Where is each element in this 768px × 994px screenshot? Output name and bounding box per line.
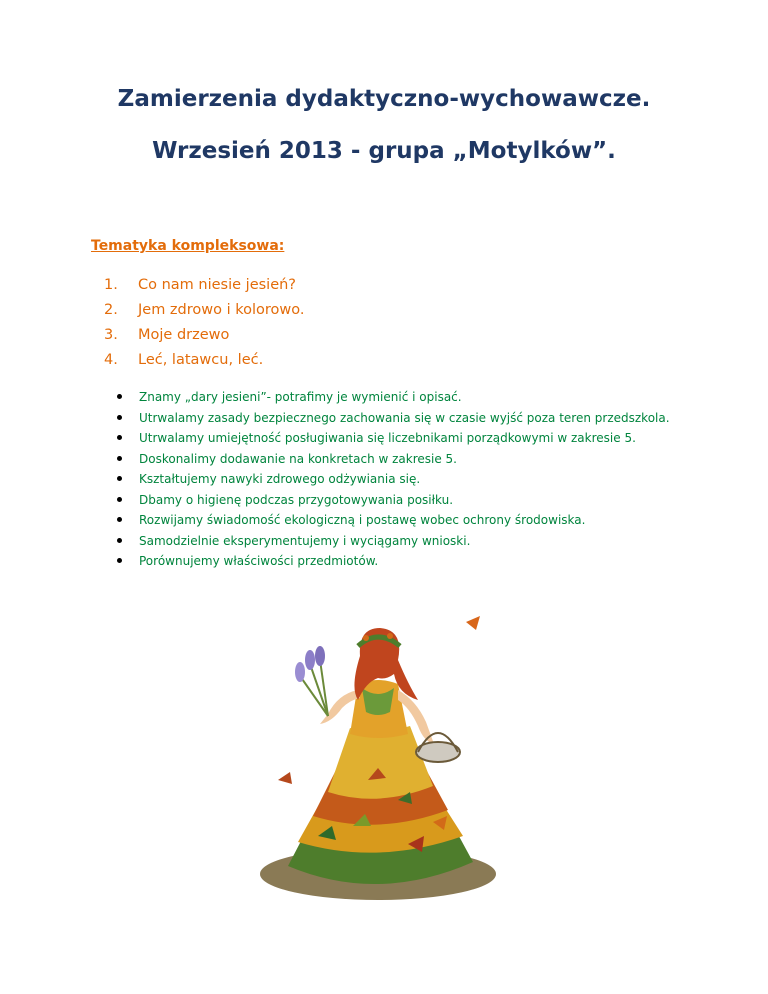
bullet-icon xyxy=(117,394,122,399)
list-number: 1. xyxy=(104,277,118,293)
bullet-icon xyxy=(117,476,122,481)
list-item xyxy=(117,531,677,552)
list-item-text: Kształtujemy nawyki zdrowego odżywiania się. xyxy=(139,472,421,486)
list-number: 2. xyxy=(104,302,118,318)
topics-list xyxy=(104,273,305,373)
list-item-text: Utrwalamy zasady bezpiecznego zachowania się w czasie wyjść poza teren przedszkola. xyxy=(139,410,670,425)
list-item xyxy=(117,469,677,490)
list-item-text: Co nam niesie jesień? xyxy=(138,277,297,293)
list-item xyxy=(104,348,305,373)
bullet-icon xyxy=(117,497,122,502)
list-item-text: Moje drzewo xyxy=(138,327,230,343)
list-item xyxy=(117,387,677,408)
list-item xyxy=(117,551,677,572)
list-item xyxy=(117,510,677,531)
list-item-text: Doskonalimy dodawanie na konkretach w zakresie 5. xyxy=(139,451,457,466)
list-item xyxy=(104,298,305,323)
list-item-text: Znamy „dary jesieni”- potrafimy je wymienić i opisać. xyxy=(139,390,462,404)
list-number: 4. xyxy=(104,352,118,368)
bullet-icon xyxy=(117,517,122,522)
list-item-text: Rozwijamy świadomość ekologiczną i postawę wobec ochrony środowiska. xyxy=(139,513,586,527)
list-item-text: Dbamy o higienę podczas przygotowywania posiłku. xyxy=(139,492,454,507)
bullet-icon xyxy=(117,456,122,461)
bullet-icon xyxy=(117,558,122,563)
list-item-text: Jem zdrowo i kolorowo. xyxy=(138,302,305,318)
autumn-girl-illustration xyxy=(258,604,503,904)
list-item xyxy=(117,449,677,470)
bullet-icon xyxy=(117,415,122,420)
list-item-text: Leć, latawcu, leć. xyxy=(138,352,264,368)
bullet-icon xyxy=(117,435,122,440)
list-item-text: Porównujemy właściwości przedmiotów. xyxy=(139,554,379,568)
list-item-text: Utrwalamy umiejętność posługiwania się liczebnikami porządkowymi w zakresie 5. xyxy=(139,431,636,445)
list-item xyxy=(117,428,677,449)
list-item xyxy=(104,273,305,298)
page-subtitle: Wrzesień 2013 - grupa „Motylków”. xyxy=(152,138,616,164)
list-item xyxy=(117,490,677,511)
list-item xyxy=(104,323,305,348)
bullet-icon xyxy=(117,538,122,543)
list-number: 3. xyxy=(104,327,118,343)
list-item-text: Samodzielnie eksperymentujemy i wyciągamy wnioski. xyxy=(139,533,471,548)
section-heading: Tematyka kompleksowa: xyxy=(91,238,285,254)
page-title: Zamierzenia dydaktyczno-wychowawcze. xyxy=(117,86,651,112)
list-item xyxy=(117,408,677,429)
goals-list xyxy=(117,387,677,572)
